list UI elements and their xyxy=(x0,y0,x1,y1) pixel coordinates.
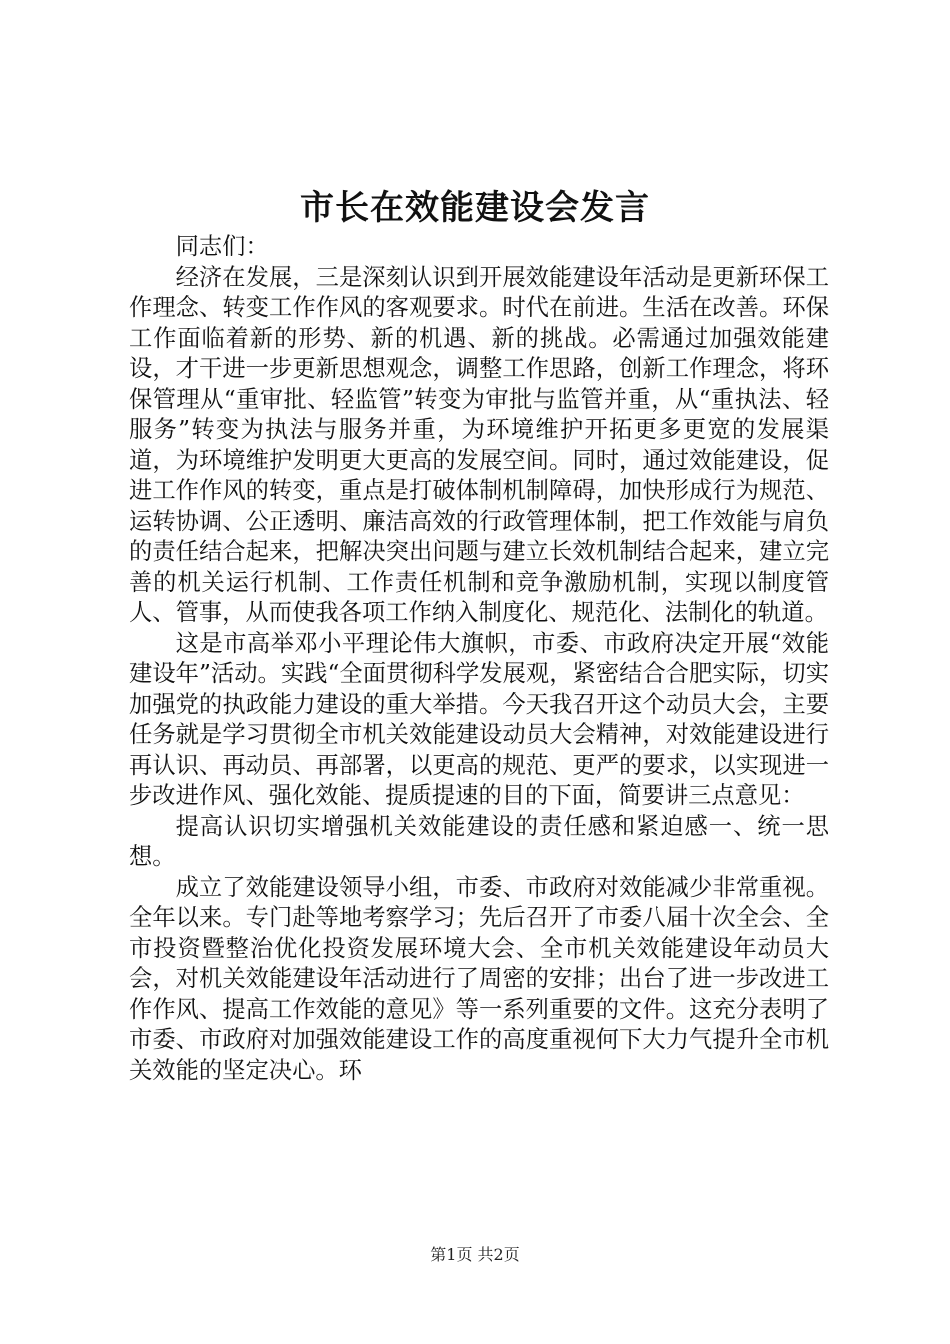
page-number: 第1页 共2页 xyxy=(430,1245,520,1264)
paragraph: 经济在发展，三是深刻认识到开展效能建设年活动是更新环保工作理念、转变工作作风的客观要求。时代在前进。生活在改善。环保工作面临着新的形势、新的机遇、新的挑战。必需通过加强效能建设，才干进一步更新思想观念，调整工作思路，创新工作理念，将环保管理从“重审批、轻监管”转变为审批与监管并重，从“重执法、轻服务”转变为执法与服务并重，为环境维护开拓更多更宽的发展渠道，为环境维护发明更大更高的发展空间。同时，通过效能建设，促进工作作风的转变，重点是打破体制机制障碍，加快形成行为规范、运转协调、公正透明、廉洁高效的行政管理体制，把工作效能与肩负的责任结合起来，把解决突出问题与建立长效机制结合起来，建立完善的机关运行机制、工作责任机制和竞争激励机制，实现以制度管人、管事，从而使我各项工作纳入制度化、规范化、法制化的轨道。 xyxy=(129,263,829,626)
paragraph: 这是市高举邓小平理论伟大旗帜，市委、市政府决定开展“效能建设年”活动。实践“全面贯彻科学发展观，紧密结合合肥实际，切实加强党的执政能力建设的重大举措。今天我召开这个动员大会，主要任务就是学习贯彻全市机关效能建设动员大会精神，对效能建设进行再认识、再动员、再部署，以更高的规范、更严的要求，以实现进一步改进作风、强化效能、提质提速的目的下面，简要讲三点意见： xyxy=(129,629,829,809)
document-title: 市长在效能建设会发言 xyxy=(300,188,650,228)
paragraph: 提高认识切实增强机关效能建设的责任感和紧迫感一、统一思想。 xyxy=(129,812,829,870)
salutation: 同志们： xyxy=(175,233,269,260)
document-body xyxy=(129,232,829,1086)
paragraph: 成立了效能建设领导小组，市委、市政府对效能减少非常重视。全年以来。专门赴等地考察学习；先后召开了市委八届十次全会、全市投资暨整治优化投资发展环境大会、全市机关效能建设年动员大会，对机关效能建设年活动进行了周密的安排；出台了进一步改进工作作风、提高工作效能的意见》等一系列重要的文件。这充分表明了市委、市政府对加强效能建设工作的高度重视何下大力气提升全市机关效能的坚定决心。环 xyxy=(129,873,829,1084)
